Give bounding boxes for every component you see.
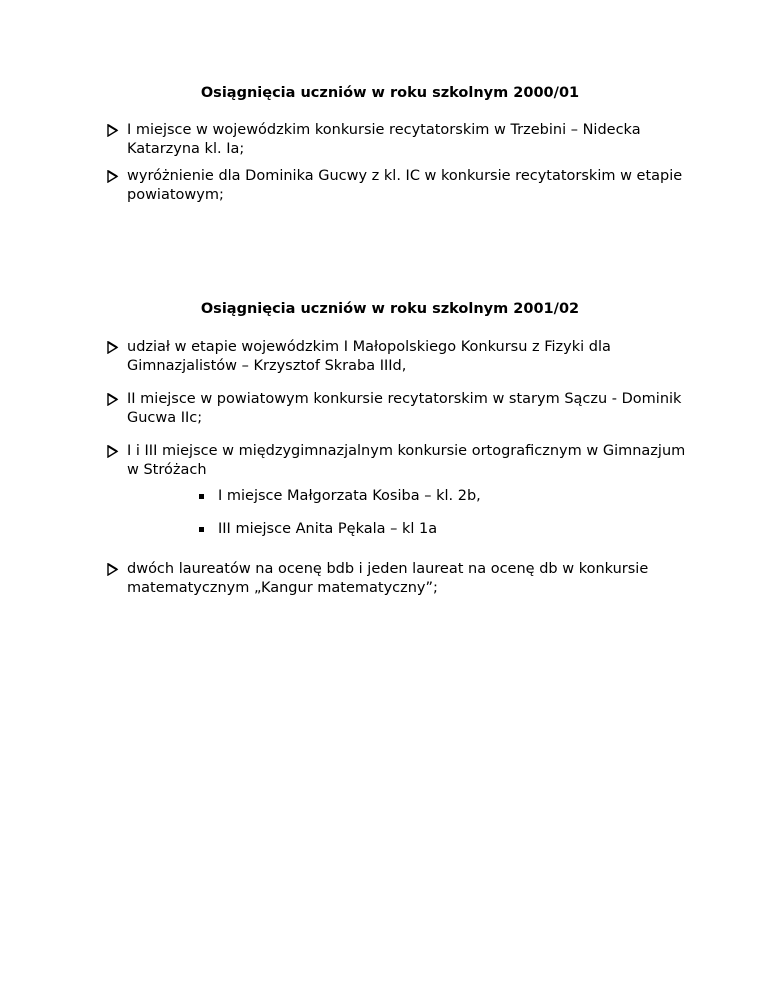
list-item-text: wyróżnienie dla Dominika Gucwy z kl. IC w konkursie recytatorskim w etapie powiatowym; — [127, 168, 683, 203]
list-item-text: udział w etapie wojewódzkim I Małopolskiego Konkursu z Fizyki dla Gimnazjalistów – Krzysztof Skraba IIId, — [127, 339, 611, 374]
list-item — [0, 121, 768, 159]
section-2001-02 — [0, 300, 768, 319]
arrowhead-bullet-icon — [106, 390, 120, 409]
sub-list-item-text: I miejsce Małgorzata Kosiba – kl. 2b, — [218, 488, 481, 504]
list-item-text: I i III miejsce w międzygimnazjalnym konkursie ortograficznym w Gimnazjum w Stróżach — [127, 443, 686, 478]
achievement-list-2001-02 — [0, 338, 768, 494]
section-heading: Osiągnięcia uczniów w roku szkolnym 2000/01 — [200, 85, 580, 101]
arrowhead-bullet-icon — [106, 442, 120, 461]
section-2000-01 — [0, 84, 768, 103]
arrowhead-bullet-icon — [106, 167, 120, 186]
list-item — [0, 390, 768, 428]
list-item — [0, 338, 768, 376]
sub-list-item — [0, 520, 768, 539]
arrowhead-bullet-icon — [106, 560, 120, 579]
achievement-list-2000-01 — [0, 121, 768, 205]
ortography-winners-sublist — [0, 487, 768, 539]
list-item — [0, 167, 768, 205]
sub-list-item-text: III miejsce Anita Pękala – kl 1a — [218, 521, 438, 537]
list-item-text: I miejsce w wojewódzkim konkursie recytatorskim w Trzebini – Nidecka Katarzyna kl. Ia; — [127, 122, 641, 157]
list-item — [0, 560, 768, 598]
section-heading: Osiągnięcia uczniów w roku szkolnym 2001/02 — [200, 301, 580, 317]
sub-list-item — [0, 487, 768, 506]
list-item-text: II miejsce w powiatowym konkursie recytatorskim w starym Sączu - Dominik Gucwa IIc; — [127, 391, 682, 426]
square-bullet-icon — [199, 527, 204, 532]
list-item — [0, 442, 768, 480]
list-item-text: dwóch laureatów na ocenę bdb i jeden laureat na ocenę db w konkursie matematycznym „Kangur matematyczny”; — [127, 561, 649, 596]
achievement-list-2001-02-continued — [0, 560, 768, 598]
arrowhead-bullet-icon — [106, 121, 120, 140]
arrowhead-bullet-icon — [106, 338, 120, 357]
square-bullet-icon — [199, 494, 204, 499]
